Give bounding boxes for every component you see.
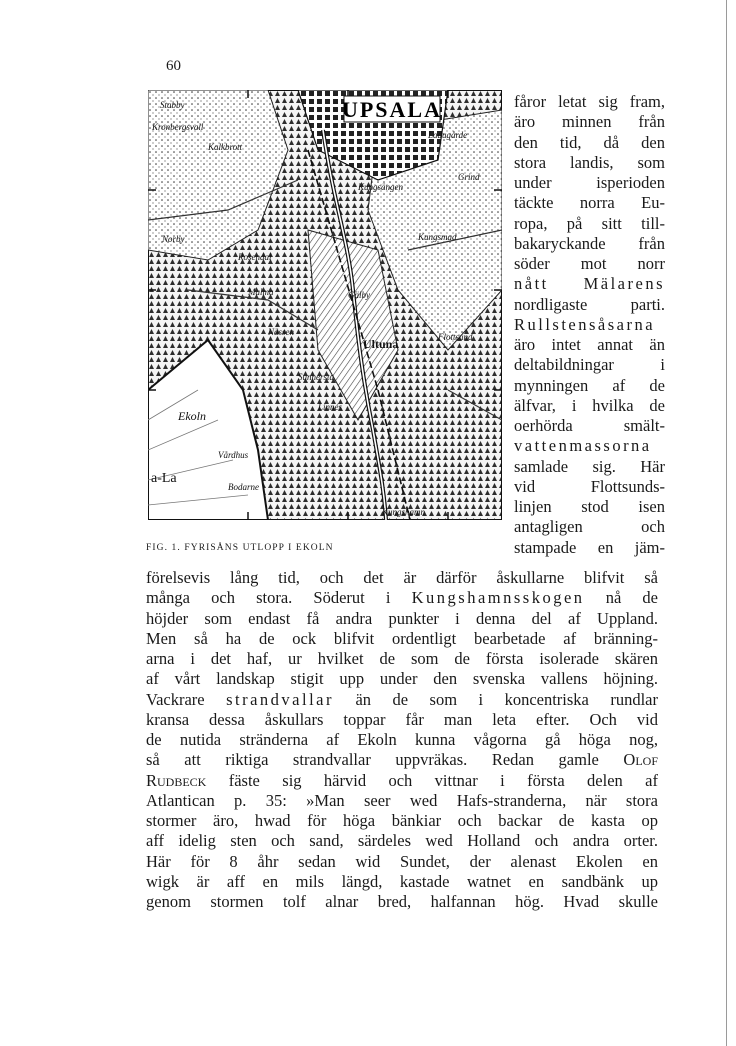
side-line: vattenmassorna: [514, 436, 652, 456]
map-label-ultuna: Ultuna: [363, 337, 399, 351]
map-label-grind: Grind: [458, 172, 480, 182]
map-label-norby: Norby: [162, 234, 185, 244]
body-line: så att riktiga strandvallar uppvräkas. Redan gamle Olof: [146, 750, 658, 770]
side-line: stampade en jäm-: [514, 537, 665, 557]
body-line: Atlantican p. 35: »Man seer wed Hafs-stranderna, när stora: [146, 790, 658, 810]
side-line: fåror letat sig fram,: [514, 92, 665, 111]
figure-caption: FIG. 1. FYRISÅNS UTLOPP I EKOLN: [146, 543, 334, 553]
body-line: höjder som endast få andra punkter i denna del af Uppland.: [146, 608, 658, 628]
side-line: söder mot norr: [514, 254, 665, 273]
body-line: de nutida stränderna af Ekoln kunna vågorna gå höga nog,: [146, 730, 658, 749]
side-line: täckte norra Eu-: [514, 193, 665, 213]
side-line: äro intet annat än: [514, 335, 665, 354]
side-line: deltabildningar i: [514, 355, 665, 375]
map-label-kungshamn: Kungshamn: [382, 507, 426, 517]
map-label-galby: Gälby: [348, 290, 370, 300]
side-line: Rullstensåsarna: [514, 314, 656, 334]
body-line: Men så ha de ock blifvit ordentligt bearbetade af bränning-: [146, 628, 658, 648]
map-label-kronbergsvall: Kronbergsvall: [152, 122, 204, 132]
side-line: samlade sig. Här: [514, 456, 665, 476]
map-label-malma: Malma: [248, 287, 274, 297]
map-figure: [148, 90, 502, 520]
body-line: många och stora. Söderut i Kungshamnsskogen nå de: [146, 588, 658, 608]
body-text: [146, 568, 658, 912]
side-line: under isperioden: [514, 173, 665, 192]
map-label-stabby: Stabby: [160, 100, 185, 110]
side-line: mynningen af de: [514, 375, 665, 395]
side-line: vid Flottsunds-: [514, 476, 665, 496]
spaced-word: strandvallar: [226, 689, 334, 709]
body-line: genom stormen tolf alnar bred, halfannan hög. Hvad skulle: [146, 892, 658, 911]
body-line: förelsevis lång tid, och det är därför åskullarne blifvit så: [146, 568, 658, 587]
side-line: den tid, då den: [514, 132, 665, 152]
map-label-sunnersta: Sunnersta: [298, 372, 334, 382]
map-label-nassen: Nässen: [268, 327, 295, 337]
side-line: äro minnen från: [514, 112, 665, 132]
map-label-ekoln: Ekoln: [178, 409, 206, 423]
body-line: stormer äro, hwad för höga bänkiar och backar de kasta op: [146, 811, 658, 830]
map-label-town: UPSALA: [341, 97, 443, 122]
side-line: stora landis, som: [514, 152, 665, 172]
side-line: bakaryckande från: [514, 233, 665, 253]
map-label-kalkbrott: Kalkbrott: [208, 142, 243, 152]
side-line: älfvar, i hvilka de: [514, 395, 665, 415]
map-label-kungsmad: Kungsmad: [418, 232, 457, 242]
page-edge: [726, 0, 727, 1046]
side-column-text: [514, 92, 665, 558]
side-line: antagligen och: [514, 517, 665, 537]
map-label-vardhus: Vårdhus: [218, 450, 249, 460]
body-line: Vackrare strandvallar än de som i koncentriska rundlar: [146, 689, 658, 709]
body-line: aff idelig sten och sand, särdeles wed Holland och andra orter.: [146, 831, 658, 851]
author-name: Rudbeck: [146, 770, 207, 790]
map-label-flottsund: Flottsund: [438, 332, 473, 342]
side-line: ropa, på sitt till-: [514, 213, 665, 233]
body-line: wigk är aff en mils längd, kastade watnet en sandbänk up: [146, 871, 658, 891]
map-image: [148, 90, 502, 520]
map-label-ladugarde: Ladugårde: [428, 130, 468, 140]
spaced-word: Kungshamnsskogen: [411, 588, 585, 608]
side-line: linjen stod isen: [514, 497, 665, 516]
body-line: kransa dessa åskullars toppar får man leta efter. Och vid: [146, 709, 658, 729]
map-label-a-la: a-La: [151, 471, 177, 486]
map-label-rosendal: Rosendal: [238, 252, 272, 262]
body-line: Här för 8 åhr sedan wid Sundet, der alenast Ekolen en: [146, 851, 658, 871]
map-label-linnes: Linnés: [318, 402, 343, 412]
body-line: Rudbeck fäste sig härvid och vittnar i första delen af: [146, 770, 658, 790]
author-name: Olof: [623, 750, 658, 770]
side-line: oerhörda smält-: [514, 416, 665, 435]
page-number: 60: [166, 58, 181, 74]
body-line: arna i det haf, ur hvilket de som de första isolerade skären: [146, 649, 658, 668]
map-label-bodarne: Bodarne: [228, 482, 259, 492]
map-label-kungsangen: Kungsängen: [358, 182, 403, 192]
side-line: nått Mälarens: [514, 274, 665, 294]
body-line: af vårt landskap stigit upp under den svenska vallens höjning.: [146, 669, 658, 689]
side-line: nordligaste parti.: [514, 294, 665, 314]
